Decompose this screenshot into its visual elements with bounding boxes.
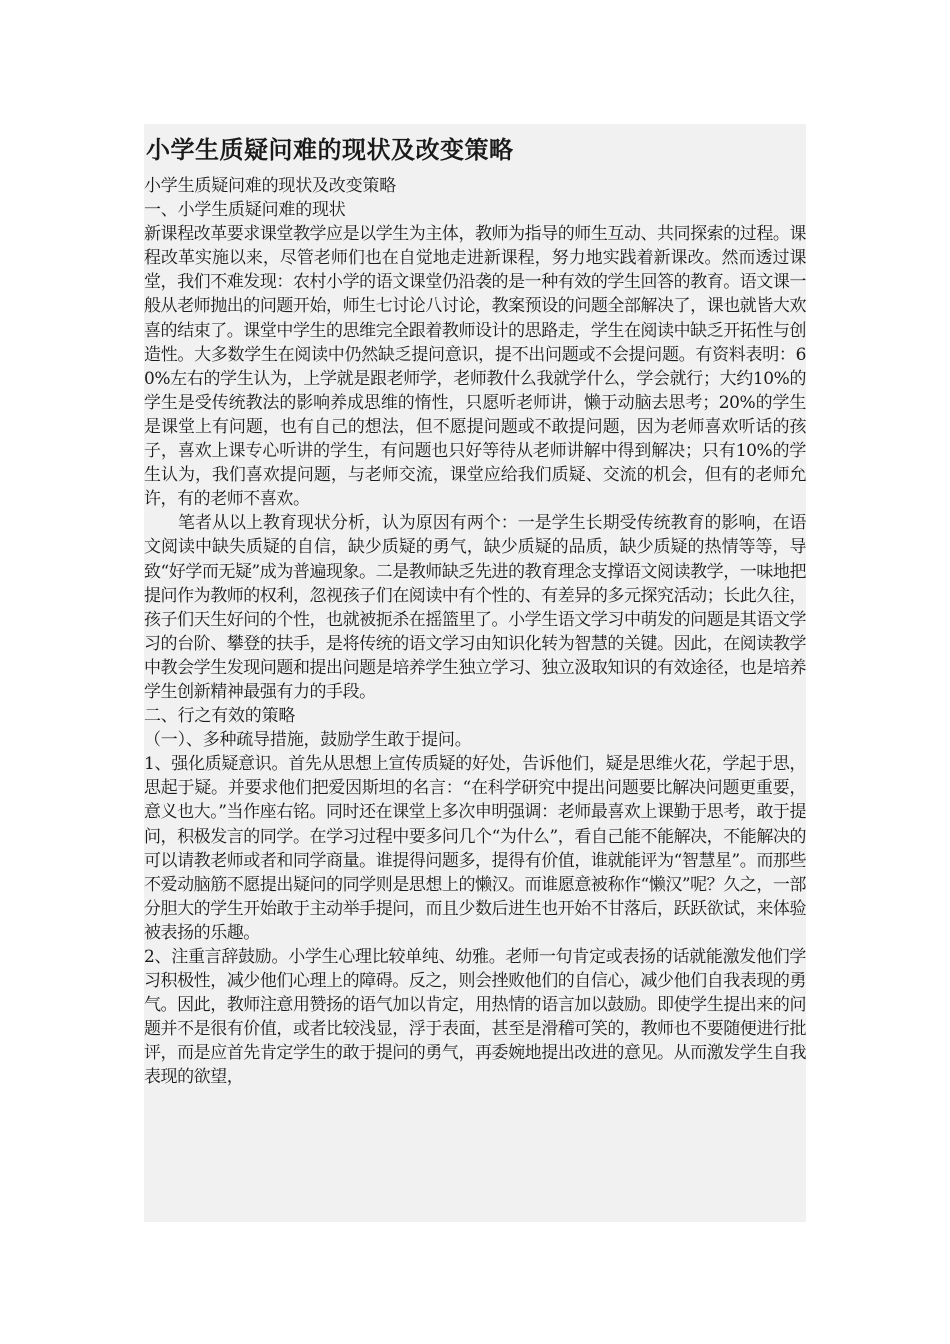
paragraph-awareness: 1、强化质疑意识。首先从思想上宣传质疑的好处，告诉他们，疑是思维火花，学起于思，思起于疑。并要求他们把爱因斯坦的名言：“在科学研究中提出问题要比解决问题更重要，意义也大。”当作座右铭。同时还在课堂上多次申明强调：老师最喜欢上课勤于思考，敢于提问，积极发言的同学。在学习过程中要多问几个“为什么”，看自己能不能解决，不能解决的可以请教老师或者和同学商量。谁提得问题多，提得有价值，谁就能评为“智慧星”。而那些不爱动脑筋不愿提出疑问的同学则是思想上的懒汉。而谁愿意被称作“懒汉”呢？久之，一部分胆大的学生开始敢于主动举手提问，而且少数后进生也开始不甘落后，跃跃欲试，来体验被表扬的乐趣。: [144, 754, 806, 943]
section-heading-strategy: 二、行之有效的策略: [144, 706, 296, 727]
paragraph-status: 新课程改革要求课堂教学应是以学生为主体，教师为指导的师生互动、共同探索的过程。课程改革实施以来，尽管老师们也在自觉地走进新课程，努力地实践着新课改。然而透过课堂，我们不难发现：农村小学的语文课堂仍沿袭的是一种有效的学生回答的教育。语文课一般从老师抛出的问题开始，师生七讨论八讨论，教案预设的问题全部解决了，课也就皆大欢喜的结束了。课堂中学生的思维完全跟着教师设计的思路走，学生在阅读中缺乏开拓性与创造性。大多数学生在阅读中仍然缺乏提问意识，提不出问题或不会提问题。有资料表明：60%左右的学生认为，上学就是跟老师学，老师教什么我就学什么，学会就行；大约10%的学生是受传统教法的影响养成思维的惰性，只愿听老师讲，懒于动脑去思考；20%的学生是课堂上有问题，也有自己的想法，但不愿提问题或不敢提问题，因为老师喜欢听话的孩子，喜欢上课专心听讲的学生，有问题也只好等待从老师讲解中得到解决；只有10%的学生认为，我们喜欢提问题，与老师交流，课堂应给我们质疑、交流的机会，但有的老师允许，有的老师不喜欢。: [144, 224, 806, 510]
paragraph-encouragement: 2、注重言辞鼓励。小学生心理比较单纯、幼雅。老师一句肯定或表扬的话就能激发他们学习积极性，减少他们心理上的障碍。反之，则会挫败他们的自信心，减少他们自我表现的勇气。因此，教师注意用赞扬的语气加以肯定，用热情的语言加以鼓励。即使学生提出来的问题并不是很有价值，或者比较浅显，浮于表面，甚至是滑稽可笑的，教师也不要随便进行批评，而是应首先肯定学生的敢于提问的勇气，再委婉地提出改进的意见。从而激发学生自我表现的欲望，: [144, 947, 806, 1088]
section-heading-status: 一、小学生质疑问难的现状: [144, 200, 346, 221]
document-title: 小学生质疑问难的现状及改变策略: [146, 135, 514, 164]
document-subtitle: 小学生质疑问难的现状及改变策略: [144, 176, 396, 196]
subsection-heading-guidance: （一）、多种疏导措施，鼓励学生敢于提问。: [144, 730, 472, 751]
paragraph-analysis: 笔者从以上教育现状分析，认为原因有两个：一是学生长期受传统教育的影响，在语文阅读中缺失质疑的自信，缺少质疑的勇气，缺少质疑的品质，缺少质疑的热情等等，导致“好学而无疑”成为普遍现象。二是教师缺乏先进的教育理念支撑语文阅读教学，一味地把提问作为教师的权利，忽视孩子们在阅读中有个性的、有差异的多元探究活动；长此久往，孩子们天生好问的个性，也就被扼杀在摇篮里了。小学生语文学习中萌发的问题是其语文学习的台阶、攀登的扶手，是将传统的语文学习由知识化转为智慧的关键。因此，在阅读教学中教会学生发现问题和提出问题是培养学生独立学习、独立汲取知识的有效途径，也是培养学生创新精神最强有力的手段。: [144, 513, 806, 702]
document-page: [144, 124, 806, 1222]
